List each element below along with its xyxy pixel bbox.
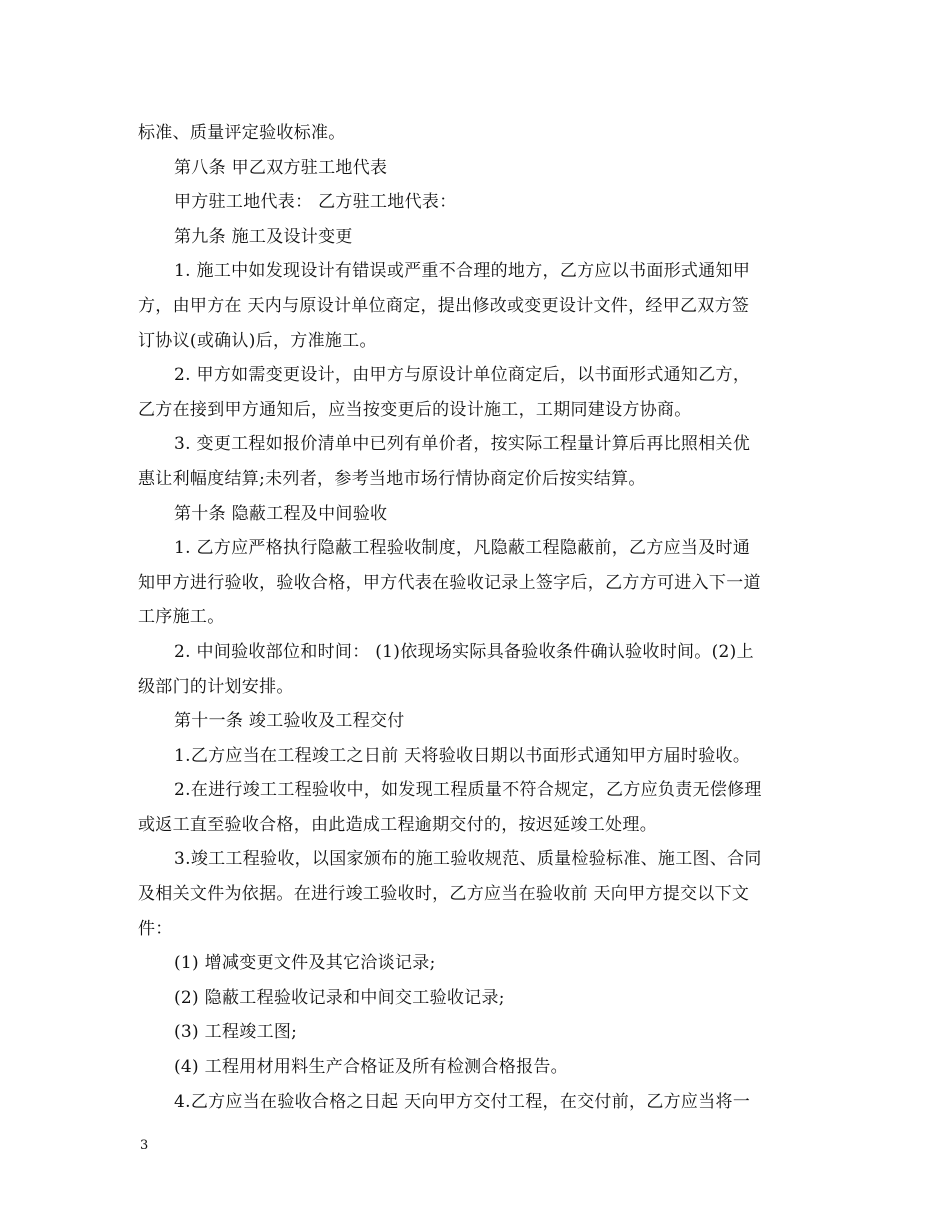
text-line: (4) 工程用材用料生产合格证及所有检测合格报告。	[174, 1057, 568, 1078]
text-line: 第八条 甲乙双方驻工地代表	[174, 157, 388, 178]
text-line: 及相关文件为依据。在进行竣工验收时，乙方应当在验收前 天向甲方提交以下文	[138, 884, 750, 905]
text-line: 级部门的计划安排。	[138, 676, 294, 697]
text-line: (1) 增减变更文件及其它洽谈记录;	[174, 953, 436, 974]
text-line: 乙方在接到甲方通知后，应当按变更后的设计施工，工期同建设方协商。	[138, 399, 692, 420]
text-line: 2.在进行竣工工程验收中，如发现工程质量不符合规定，乙方应负责无偿修理	[174, 780, 762, 801]
text-line: 订协议(或确认)后，方准施工。	[138, 330, 377, 351]
text-line: (3) 工程竣工图;	[174, 1022, 298, 1043]
text-line: 3.竣工工程验收，以国家颁布的施工验收规范、质量检验标准、施工图、合同	[174, 849, 762, 870]
text-line: 方，由甲方在 天内与原设计单位商定，提出修改或变更设计文件，经甲乙双方签	[138, 295, 750, 316]
text-line: 4.乙方应当在验收合格之日起 天向甲方交付工程，在交付前，乙方应当将一	[174, 1091, 751, 1112]
text-line: 甲方驻工地代表： 乙方驻工地代表：	[174, 192, 457, 213]
document-body	[138, 116, 818, 1119]
text-line: (2) 隐蔽工程验收记录和中间交工验收记录;	[174, 987, 505, 1008]
text-line: 2. 甲方如需变更设计，由甲方与原设计单位商定后，以书面形式通知乙方，	[174, 365, 751, 386]
text-line: 或返工直至验收合格，由此造成工程逾期交付的，按迟延竣工处理。	[138, 814, 657, 835]
text-line: 惠让利幅度结算;未列者，参考当地市场行情协商定价后按实结算。	[138, 468, 646, 489]
text-line: 第九条 施工及设计变更	[174, 226, 353, 247]
text-line: 第十条 隐蔽工程及中间验收	[174, 503, 388, 524]
text-line: 3. 变更工程如报价清单中已列有单价者，按实际工程量计算后再比照相关优	[174, 434, 751, 455]
page-number: 3	[140, 1138, 149, 1153]
text-line: 1. 施工中如发现设计有错误或严重不合理的地方，乙方应以书面形式通知甲	[174, 261, 751, 282]
text-line: 件：	[138, 918, 173, 939]
text-line: 2. 中间验收部位和时间： (1)依现场实际具备验收条件确认验收时间。(2)上	[174, 641, 754, 662]
text-line: 第十一条 竣工验收及工程交付	[174, 711, 405, 732]
text-line: 标准、质量评定验收标准。	[138, 123, 346, 143]
text-line: 知甲方进行验收，验收合格，甲方代表在验收记录上签字后，乙方方可进入下一道	[138, 572, 761, 593]
text-line: 工序施工。	[138, 607, 225, 628]
text-line: 1. 乙方应严格执行隐蔽工程验收制度，凡隐蔽工程隐蔽前，乙方应当及时通	[174, 538, 751, 559]
text-line: 1.乙方应当在工程竣工之日前 天将验收日期以书面形式通知甲方届时验收。	[174, 745, 751, 766]
